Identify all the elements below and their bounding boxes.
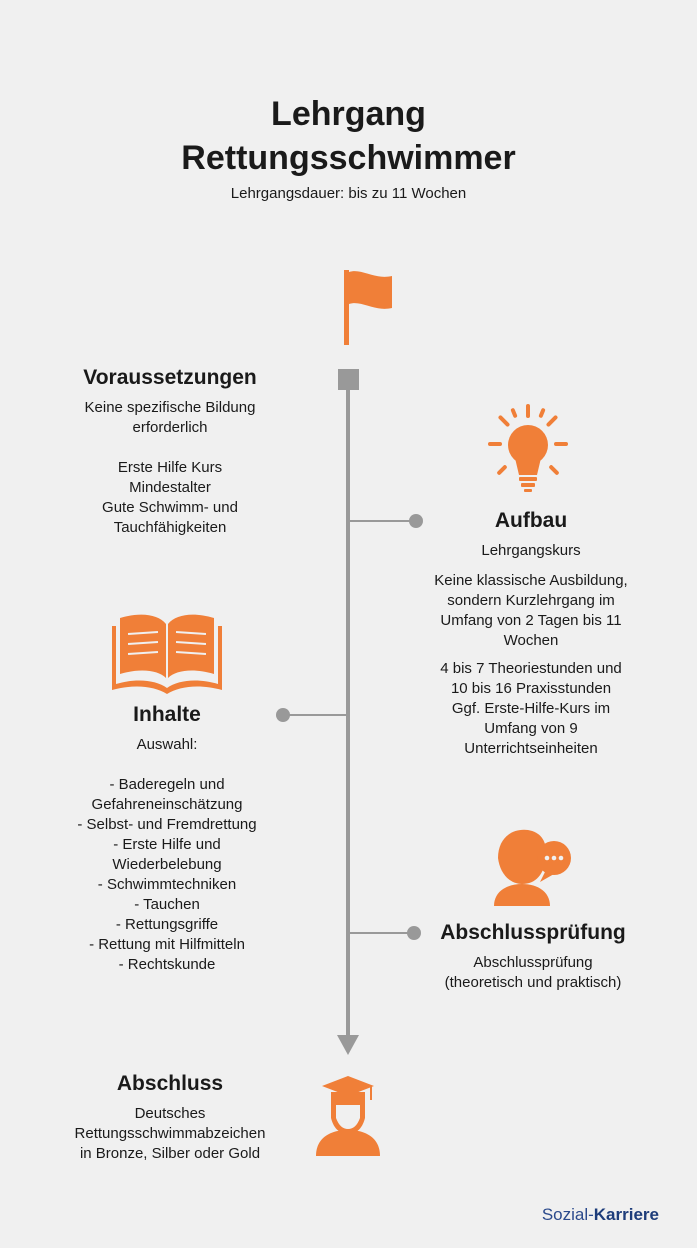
lightbulb-icon bbox=[488, 404, 568, 492]
text-line: Ggf. Erste-Hilfe-Kurs im bbox=[451, 700, 611, 717]
text-line: Erste Hilfe Kurs bbox=[117, 459, 223, 476]
section-inhalte bbox=[37, 703, 297, 975]
text-line: Unterrichtseinheiten bbox=[464, 740, 598, 757]
text-line: - Tauchen bbox=[134, 896, 200, 913]
logo-part-2: Karriere bbox=[593, 1205, 659, 1224]
section-abschluss bbox=[40, 1072, 300, 1164]
text-line: erforderlich bbox=[132, 419, 208, 436]
text-line: - Rettung mit Hilfmitteln bbox=[89, 936, 245, 953]
text-line: Gute Schwimm- und bbox=[102, 499, 238, 516]
abschlusspruefung-heading: Abschlussprüfung bbox=[440, 921, 626, 944]
logo-part-1: Sozial- bbox=[541, 1205, 594, 1224]
title-line-2: Rettungsschwimmer bbox=[181, 139, 516, 177]
aufbau-heading: Aufbau bbox=[494, 509, 568, 532]
text-line: 10 bis 16 Praxisstunden bbox=[450, 680, 612, 697]
text-line: Wochen bbox=[503, 632, 559, 649]
section-voraussetzungen bbox=[40, 366, 300, 538]
text-line: - Schwimmtechniken bbox=[97, 876, 237, 893]
text-line: sondern Kurzlehrgang im bbox=[447, 592, 615, 609]
text-line: (theoretisch und praktisch) bbox=[444, 974, 622, 991]
graduate-icon bbox=[316, 1076, 380, 1156]
book-icon bbox=[112, 615, 222, 694]
page-subtitle: Lehrgangsdauer: bis zu 11 Wochen bbox=[230, 185, 467, 202]
text-line: Rettungsschwimmabzeichen bbox=[74, 1125, 266, 1142]
brand-logo bbox=[542, 1205, 659, 1225]
title-line-1: Lehrgang bbox=[271, 95, 426, 133]
text-line: - Rettungsgriffe bbox=[115, 916, 219, 933]
text-line: Keine spezifische Bildung bbox=[84, 399, 256, 416]
text-line: Keine klassische Ausbildung, bbox=[434, 572, 628, 589]
text-line: Auswahl: bbox=[136, 736, 198, 753]
text-line: - Selbst- und Fremdrettung bbox=[77, 816, 257, 833]
text-line: in Bronze, Silber oder Gold bbox=[79, 1145, 261, 1162]
flag-icon bbox=[344, 270, 392, 345]
timeline-start-marker bbox=[338, 369, 359, 390]
text-line: Umfang von 9 bbox=[484, 720, 578, 737]
text-line: Abschlussprüfung bbox=[473, 954, 593, 971]
text-line: Umfang von 2 Tagen bis 11 bbox=[440, 612, 622, 629]
text-line: Deutsches bbox=[134, 1105, 206, 1122]
text-line: - Rechtskunde bbox=[118, 956, 216, 973]
abschluss-heading: Abschluss bbox=[116, 1072, 224, 1095]
timeline-arrow bbox=[337, 1035, 359, 1055]
text-line: Mindestalter bbox=[129, 479, 211, 496]
timeline-line bbox=[346, 388, 350, 1038]
person-chat-icon bbox=[494, 830, 571, 906]
text-line: Gefahreneinschätzung bbox=[91, 796, 243, 813]
text-line: Tauchfähigkeiten bbox=[113, 519, 227, 536]
section-aufbau bbox=[400, 509, 662, 759]
voraussetzungen-heading: Voraussetzungen bbox=[83, 366, 257, 389]
text-line: - Baderegeln und bbox=[109, 776, 225, 793]
text-line: - Erste Hilfe und bbox=[113, 836, 221, 853]
section-abschlusspruefung bbox=[402, 921, 664, 993]
inhalte-heading: Inhalte bbox=[133, 703, 201, 726]
text-line: 4 bis 7 Theoriestunden und bbox=[440, 660, 622, 677]
text-line: Wiederbelebung bbox=[112, 856, 222, 873]
text-line: Lehrgangskurs bbox=[481, 542, 581, 559]
